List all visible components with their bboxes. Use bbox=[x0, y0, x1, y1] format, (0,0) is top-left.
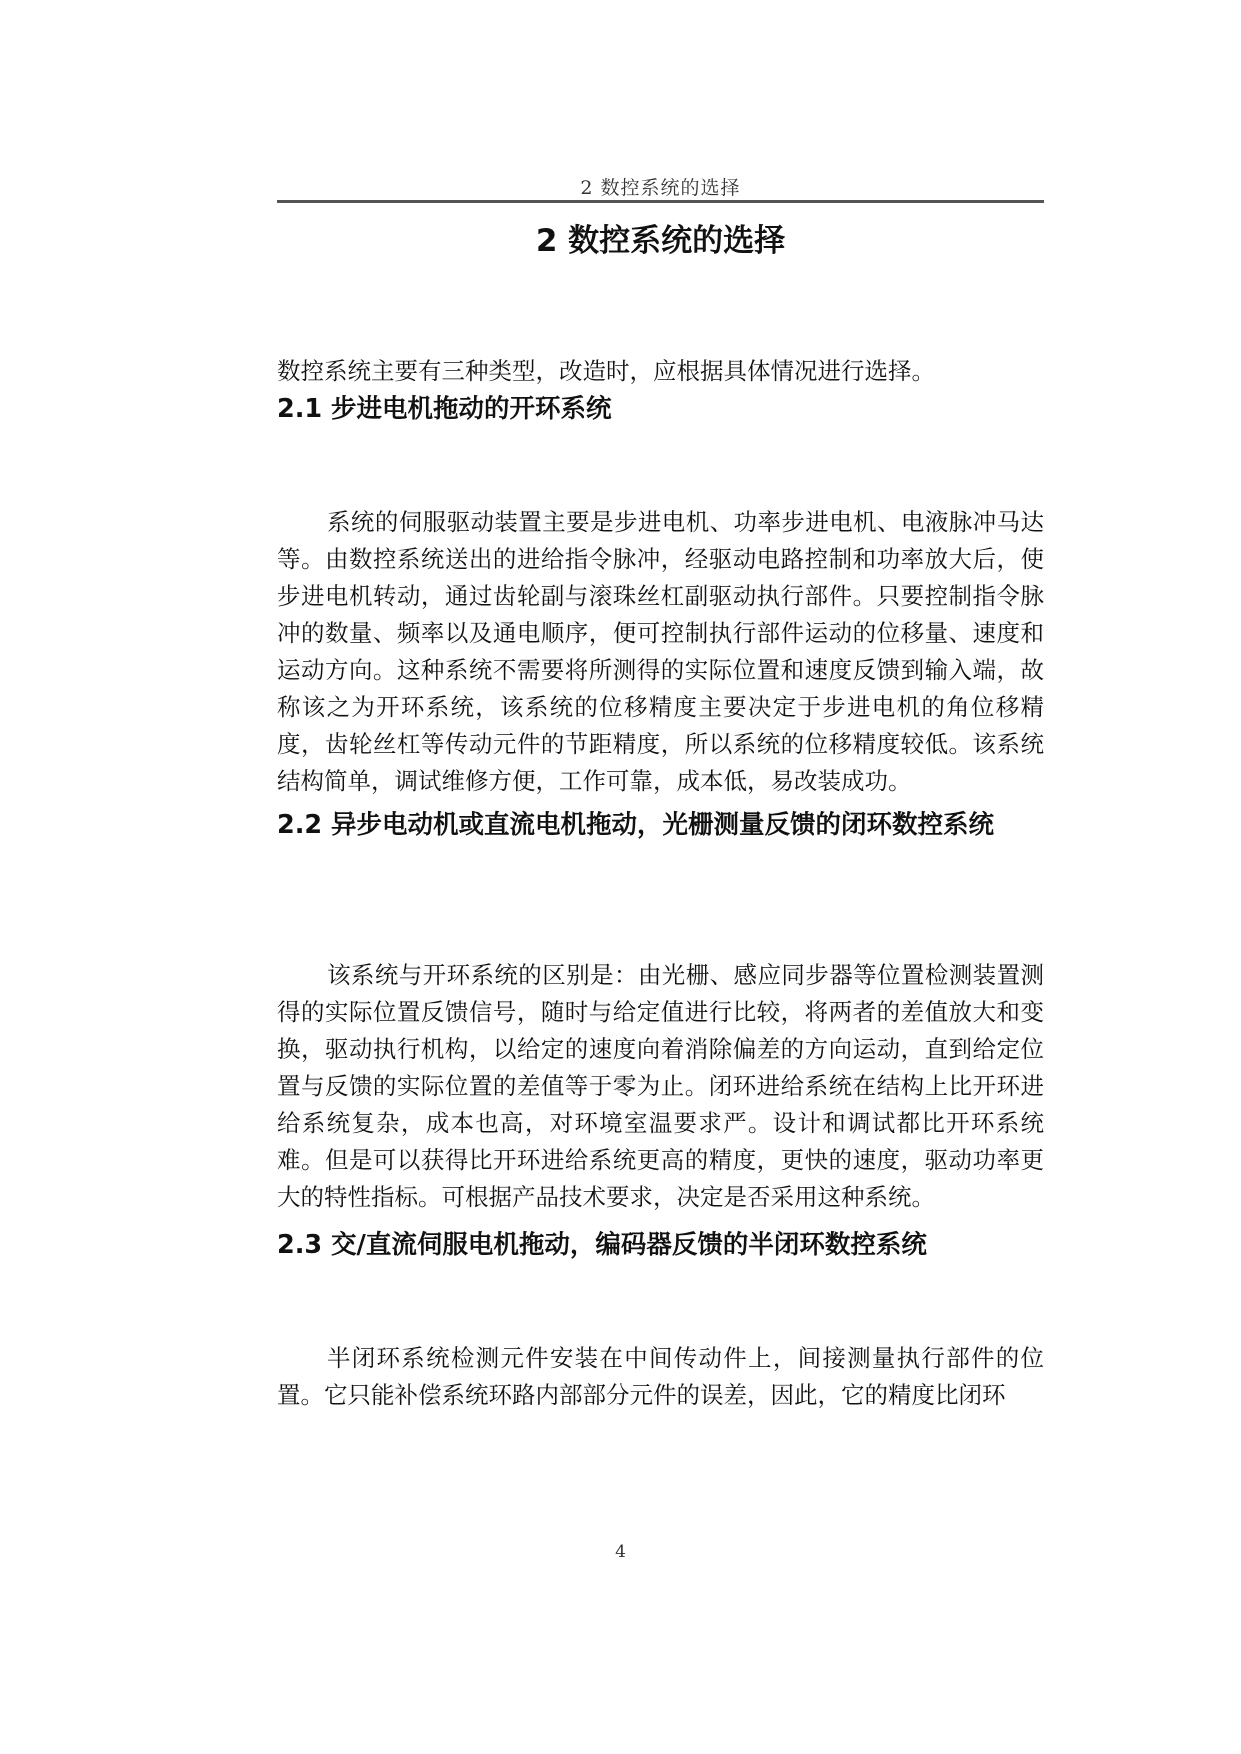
section-heading-2-2: 2.2 异步电动机或直流电机拖动，光栅测量反馈的闭环数控系统 bbox=[277, 810, 995, 840]
section-body-2-1: 系统的伺服驱动装置主要是步进电机、功率步进电机、电液脉冲马达等。由数控系统送出的进给指令脉冲，经驱动电路控制和功率放大后，使步进电机转动，通过齿轮副与滚珠丝杠副驱动执行部件。只要控制指令脉冲的数量、频率以及通电顺序，便可控制执行部件运动的位移量、速度和运动方向。这种系统不需要将所测得的实际位置和速度反馈到输入端，故称该之为开环系统，该系统的位移精度主要决定于步进电机的角位移精度，齿轮丝杠等传动元件的节距精度，所以系统的位移精度较低。该系统结构简单，调试维修方便，工作可靠，成本低，易改装成功。 bbox=[277, 508, 1044, 795]
section-body-2-2: 该系统与开环系统的区别是：由光栅、感应同步器等位置检测装置测得的实际位置反馈信号，随时与给定值进行比较，将两者的差值放大和变换，驱动执行机构，以给定的速度向着消除偏差的方向运动，直到给定位置与反馈的实际位置的差值等于零为止。闭环进给系统在结构上比开环进给系统复杂，成本也高，对环境室温要求严。设计和调试都比开环系统难。但是可以获得比开环进给系统更高的精度，更快的速度，驱动功率更大的特性指标。可根据产品技术要求，决定是否采用这种系统。 bbox=[277, 961, 1044, 1211]
section-heading-2-1: 2.1 步进电机拖动的开环系统 bbox=[277, 394, 612, 424]
chapter-intro: 数控系统主要有三种类型，改造时，应根据具体情况进行选择。 bbox=[277, 357, 935, 385]
running-header: 2 数控系统的选择 bbox=[580, 177, 741, 199]
section-heading-2-3: 2.3 交/直流伺服电机拖动，编码器反馈的半闭环数控系统 bbox=[277, 1230, 927, 1260]
page-number: 4 bbox=[615, 1542, 626, 1562]
section-body-2-3: 半闭环系统检测元件安装在中间传动件上，间接测量执行部件的位置。它只能补偿系统环路内部部分元件的误差，因此，它的精度比闭环 bbox=[277, 1344, 1044, 1409]
chapter-title: 2 数控系统的选择 bbox=[535, 223, 786, 259]
header-rule bbox=[277, 200, 1044, 203]
